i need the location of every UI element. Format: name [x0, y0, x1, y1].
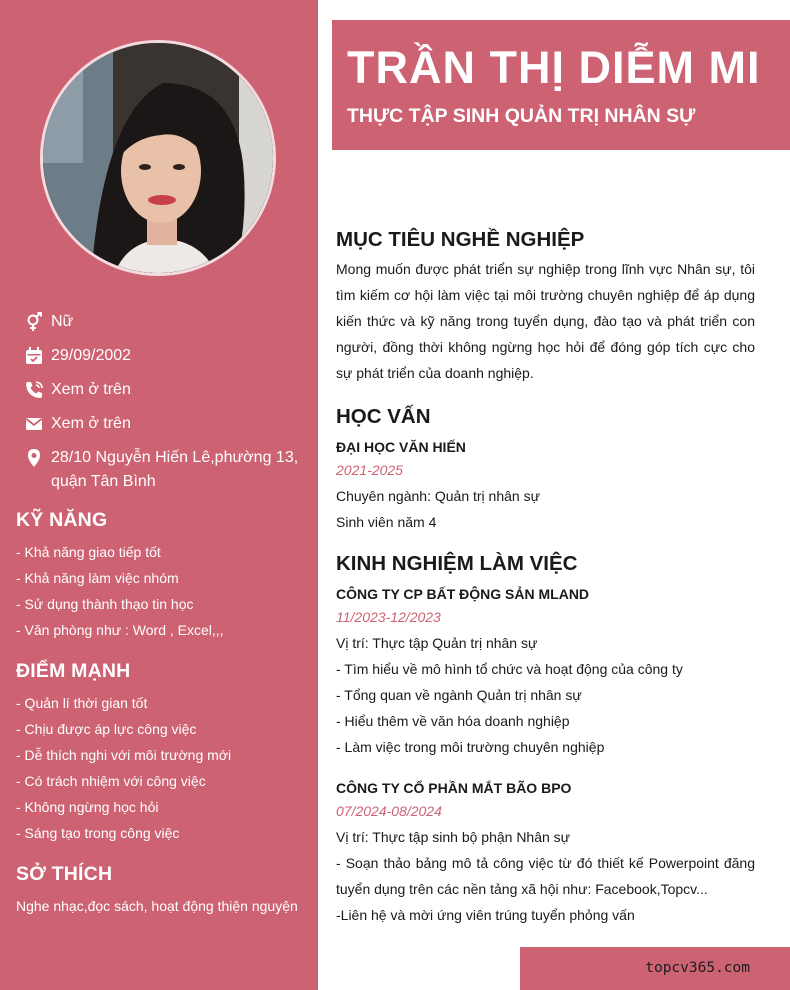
phone-text: Xem ở trên: [51, 381, 131, 398]
education-year: Sinh viên năm 4: [336, 514, 437, 530]
experience-section: [336, 552, 755, 928]
contact-list: [24, 310, 314, 504]
gender-text: Nữ: [51, 313, 74, 330]
objective-heading: MỤC TIÊU NGHỀ NGHIỆP: [336, 228, 585, 251]
skills-section: [16, 509, 311, 643]
strength-item: - Không ngừng học hỏi: [16, 799, 159, 815]
job-task: - Hiểu thêm về văn hóa doanh nghiệp: [336, 713, 570, 729]
footer-bar: [520, 947, 790, 990]
strength-item: - Sáng tạo trong công việc: [16, 825, 180, 841]
job-period: 07/2024-08/2024: [336, 803, 442, 819]
contact-email: [24, 412, 314, 436]
job-task: - Làm việc trong môi trường chuyên nghiệp: [336, 739, 605, 755]
objective-section: [336, 228, 755, 386]
candidate-name: TRẦN THỊ DIỄM MI: [347, 42, 761, 93]
education-section: [336, 405, 755, 535]
location-icon: [24, 448, 44, 468]
sidebar: [0, 0, 318, 990]
education-heading: HỌC VẤN: [336, 405, 431, 428]
contact-phone: [24, 378, 314, 402]
contact-address: [24, 446, 314, 494]
strength-item: - Quản lí thời gian tốt: [16, 695, 148, 711]
hobbies-heading: SỞ THÍCH: [16, 863, 113, 885]
school-name: ĐẠI HỌC VĂN HIẾN: [336, 439, 466, 455]
skill-item: - Khả năng giao tiếp tốt: [16, 544, 161, 560]
job-task: -Liên hệ và mời ứng viên trúng tuyển phỏng vấn: [336, 907, 635, 923]
address-line-1: 28/10 Nguyễn Hiến Lê,phường 13,: [51, 449, 299, 466]
watermark-text: topcv365.com: [645, 960, 750, 976]
experience-heading: KINH NGHIỆM LÀM VIỆC: [336, 552, 578, 575]
job-task: - Tìm hiểu về mô hình tổ chức và hoạt động của công ty: [336, 661, 683, 677]
education-period: 2021-2025: [336, 462, 403, 478]
strength-item: - Chịu được áp lực công việc: [16, 721, 197, 737]
education-major: Chuyên ngành: Quản trị nhân sự: [336, 488, 540, 504]
strength-item: - Có trách nhiệm với công việc: [16, 773, 206, 789]
birthdate-text: 29/09/2002: [51, 347, 132, 364]
email-icon: [24, 414, 44, 434]
address-text: [51, 446, 314, 494]
job-period: 11/2023-12/2023: [336, 609, 441, 625]
email-text: Xem ở trên: [51, 415, 131, 432]
skill-item: - Văn phòng như : Word , Excel,,,: [16, 622, 224, 638]
skills-heading: KỸ NĂNG: [16, 509, 108, 531]
candidate-role: THỰC TẬP SINH QUẢN TRỊ NHÂN SỰ: [347, 105, 696, 127]
phone-icon: [24, 380, 44, 400]
job-position: Vị trí: Thực tập Quản trị nhân sự: [336, 635, 538, 651]
strengths-section: [16, 660, 311, 846]
contact-birthdate: [24, 344, 314, 368]
job-task: - Soạn thảo bảng mô tả công việc từ đó thiết kế Powerpoint đăng tuyển dụng trên các nền tảng xã hội như: Facebook,Topcv...: [336, 855, 755, 897]
hobbies-text: Nghe nhạc,đọc sách, hoạt động thiện nguyện: [16, 898, 298, 914]
objective-text: Mong muốn được phát triển sự nghiệp trong lĩnh vực Nhân sự, tôi tìm kiếm cơ hội làm việc tại môi trường chuyên nghiệp để áp dụng kiến thức và kỹ năng trong tuyển dụng, đào tạo và phát triển con người, đồng thời không ngừng học hỏi để đóng góp tích cực cho sự phát triển của doanh nghiệp.: [336, 261, 755, 381]
strength-item: - Dễ thích nghi với môi trường mới: [16, 747, 232, 763]
calendar-icon: [24, 346, 44, 366]
hobbies-section: [16, 863, 311, 919]
skill-item: - Khả năng làm việc nhóm: [16, 570, 179, 586]
profile-photo: [40, 40, 276, 276]
company-name: CÔNG TY CP BẤT ĐỘNG SẢN MLAND: [336, 586, 590, 602]
job-entry: [336, 584, 755, 760]
name-header: [332, 20, 790, 150]
job-position: Vị trí: Thực tập sinh bộ phận Nhân sự: [336, 829, 571, 845]
address-line-2: quận Tân Bình: [51, 473, 156, 490]
skill-item: - Sử dụng thành thạo tin học: [16, 596, 194, 612]
company-name: CÔNG TY CỔ PHẦN MẮT BÃO BPO: [336, 780, 572, 796]
contact-gender: [24, 310, 314, 334]
strengths-heading: ĐIỂM MẠNH: [16, 660, 131, 682]
gender-icon: [24, 312, 44, 332]
job-entry: [336, 778, 755, 928]
job-task: - Tổng quan về ngành Quản trị nhân sự: [336, 687, 582, 703]
